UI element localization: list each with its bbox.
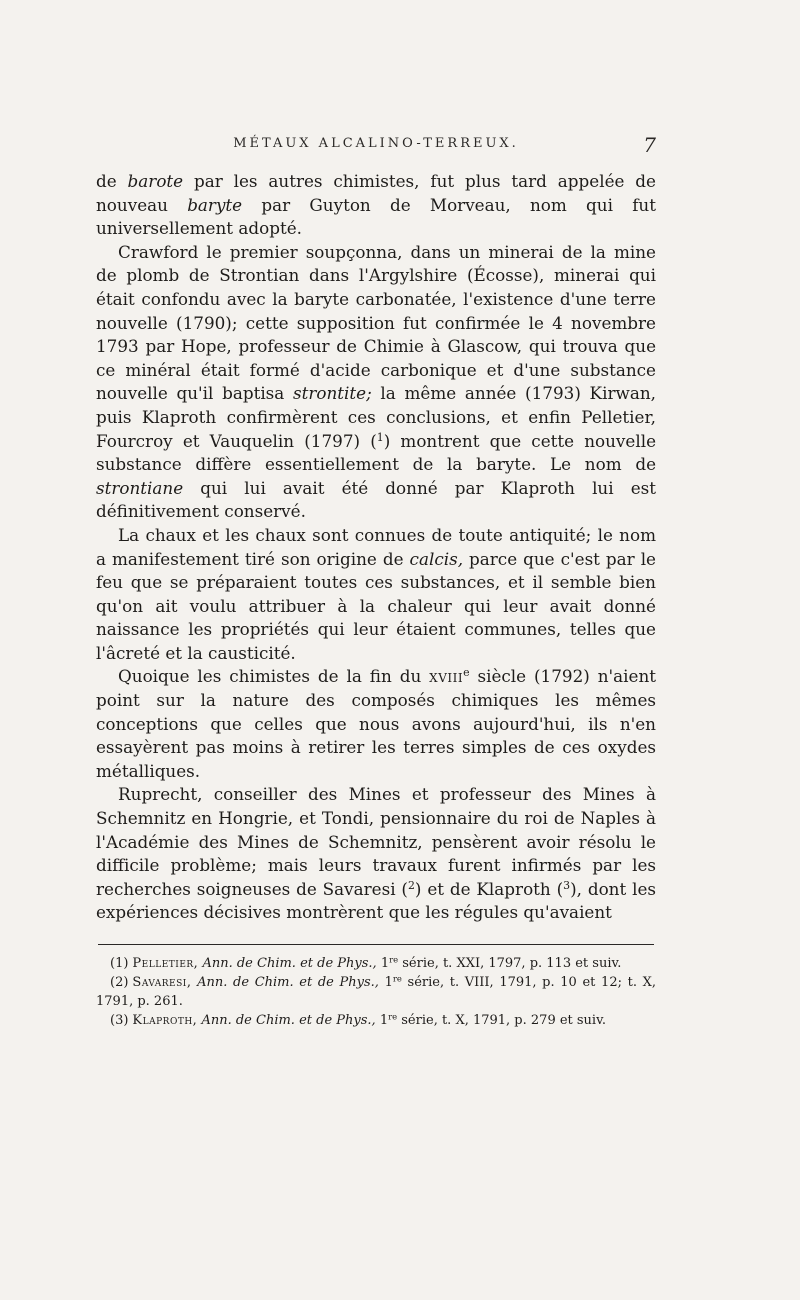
italic-term: calcis, bbox=[409, 548, 464, 569]
footnote-series: 1 bbox=[380, 956, 390, 971]
footnote-3 bbox=[96, 1011, 656, 1030]
footnote-ref: 3 bbox=[563, 878, 571, 892]
footnote-journal: Ann. de Chim. et de Phys., bbox=[202, 956, 377, 971]
footnote-details: série, t. X, 1791, p. 279 et suiv. bbox=[397, 1013, 607, 1028]
footnote-series: 1 bbox=[384, 975, 393, 990]
text-run: siècle (1792) n'aient point sur la nature des composés chimiques les mêmes conceptions que celles que nous avons aujourd'hui, ils n'en essayèrent pas moins à retirer les terres simples de ces oxydes métalliques. bbox=[96, 666, 656, 781]
text-run: de bbox=[96, 171, 128, 191]
text-run: Quoique les chimistes de la fin du bbox=[118, 666, 430, 687]
paragraph-5 bbox=[96, 783, 656, 925]
text-run: qui lui avait été donné par Klaproth lui est définitivement conservé. bbox=[96, 477, 656, 522]
text-run: ) montrent que cette nouvelle substance diffère essentiellement de la baryte. Le nom de bbox=[96, 430, 656, 475]
text-run: par Guyton de Morveau, nom qui fut universellement adopté. bbox=[96, 194, 656, 239]
footnote-journal: Ann. de Chim. et de Phys., bbox=[197, 975, 379, 990]
running-header bbox=[96, 133, 656, 157]
paragraph-4 bbox=[96, 665, 656, 783]
footnote-mark: (1) bbox=[110, 956, 129, 971]
footnote-2 bbox=[96, 973, 656, 1011]
ordinal-suffix: e bbox=[463, 666, 470, 680]
footnote-author: Savaresi, bbox=[132, 975, 192, 990]
text-run: La chaux et les chaux sont connues de toute antiquité; le nom a manifestement tiré son origine de bbox=[96, 524, 656, 569]
text-run: Ruprecht, conseiller des Mines et professeur des Mines à Schemnitz en Hongrie, et Tondi, pensionnaire du roi de Naples à l'Académie des Mines de Schemnitz, pensèrent avoir résolu le difficile problème; mais leurs travaux furent infirmés par les recherches soigneuses de Savaresi ( bbox=[96, 784, 656, 899]
century-numeral: xviii bbox=[429, 666, 464, 687]
text-run: ), dont les expériences décisives montrèrent que les régules qu'avaient bbox=[96, 878, 657, 923]
footnote-ref: 1 bbox=[376, 430, 384, 444]
page-number: 7 bbox=[643, 133, 656, 157]
paragraph-3 bbox=[96, 524, 656, 666]
running-title: MÉTAUX ALCALINO-TERREUX. bbox=[233, 136, 519, 151]
footnote-series-suffix: re bbox=[389, 954, 399, 965]
text-run: ) et de Klaproth ( bbox=[414, 878, 564, 899]
text-run: Crawford le premier soupçonna, dans un minerai de la mine de plomb de Strontian dans l'Argylshire (Écosse), minerai qui était confondu avec la baryte carbonatée, l'existence d'une terre nouvelle (1790); cette supposition fut confirmée le 4 novembre 1793 par Hope, professeur de Chimie à Glascow, qui trouva que ce minéral était formé d'acide carbonique et d'une substance nouvelle qu'il baptisa bbox=[96, 241, 656, 404]
footnotes bbox=[96, 954, 656, 1030]
italic-term: baryte bbox=[187, 194, 243, 215]
footnote-series: 1 bbox=[379, 1013, 389, 1028]
paragraph-1 bbox=[96, 170, 656, 241]
paragraph-2 bbox=[96, 241, 656, 524]
body-text bbox=[96, 170, 656, 925]
footnote-divider bbox=[98, 944, 654, 945]
footnote-mark: (2) bbox=[110, 975, 129, 990]
text-run: par les autres chimistes, fut plus tard appelée de nouveau bbox=[96, 171, 656, 215]
footnote-details: série, t. XXI, 1797, p. 113 et suiv. bbox=[398, 956, 622, 971]
footnote-author: Pelletier, bbox=[132, 956, 199, 971]
italic-term: strontite; bbox=[293, 383, 372, 404]
text-run: la même année (1793) Kirwan, puis Klaproth confirmèrent ces conclusions, et enfin Pelletier, Fourcroy et Vauquelin (1797) ( bbox=[96, 383, 656, 451]
footnote-author: Klaproth, bbox=[132, 1013, 198, 1028]
footnote-details: série, t. VIII, 1791, p. 10 et 12; t. X, 1791, p. 261. bbox=[96, 975, 657, 1009]
italic-term: barote bbox=[127, 171, 184, 191]
footnote-1 bbox=[96, 954, 656, 973]
italic-term: strontiane bbox=[96, 477, 184, 498]
footnote-ref: 2 bbox=[407, 878, 415, 892]
footnote-series-suffix: re bbox=[388, 1011, 398, 1022]
text-run: parce que c'est par le feu que se préparaient toutes ces substances, et il semble bien qu'on ait voulu attribuer à la chaleur qui leur avait donné naissance les propriétés qui leur étaient communes, telles que l'âcreté et la causticité. bbox=[96, 548, 656, 663]
footnote-journal: Ann. de Chim. et de Phys., bbox=[201, 1013, 376, 1028]
footnote-mark: (3) bbox=[110, 1013, 129, 1028]
footnote-series-suffix: re bbox=[392, 973, 402, 984]
